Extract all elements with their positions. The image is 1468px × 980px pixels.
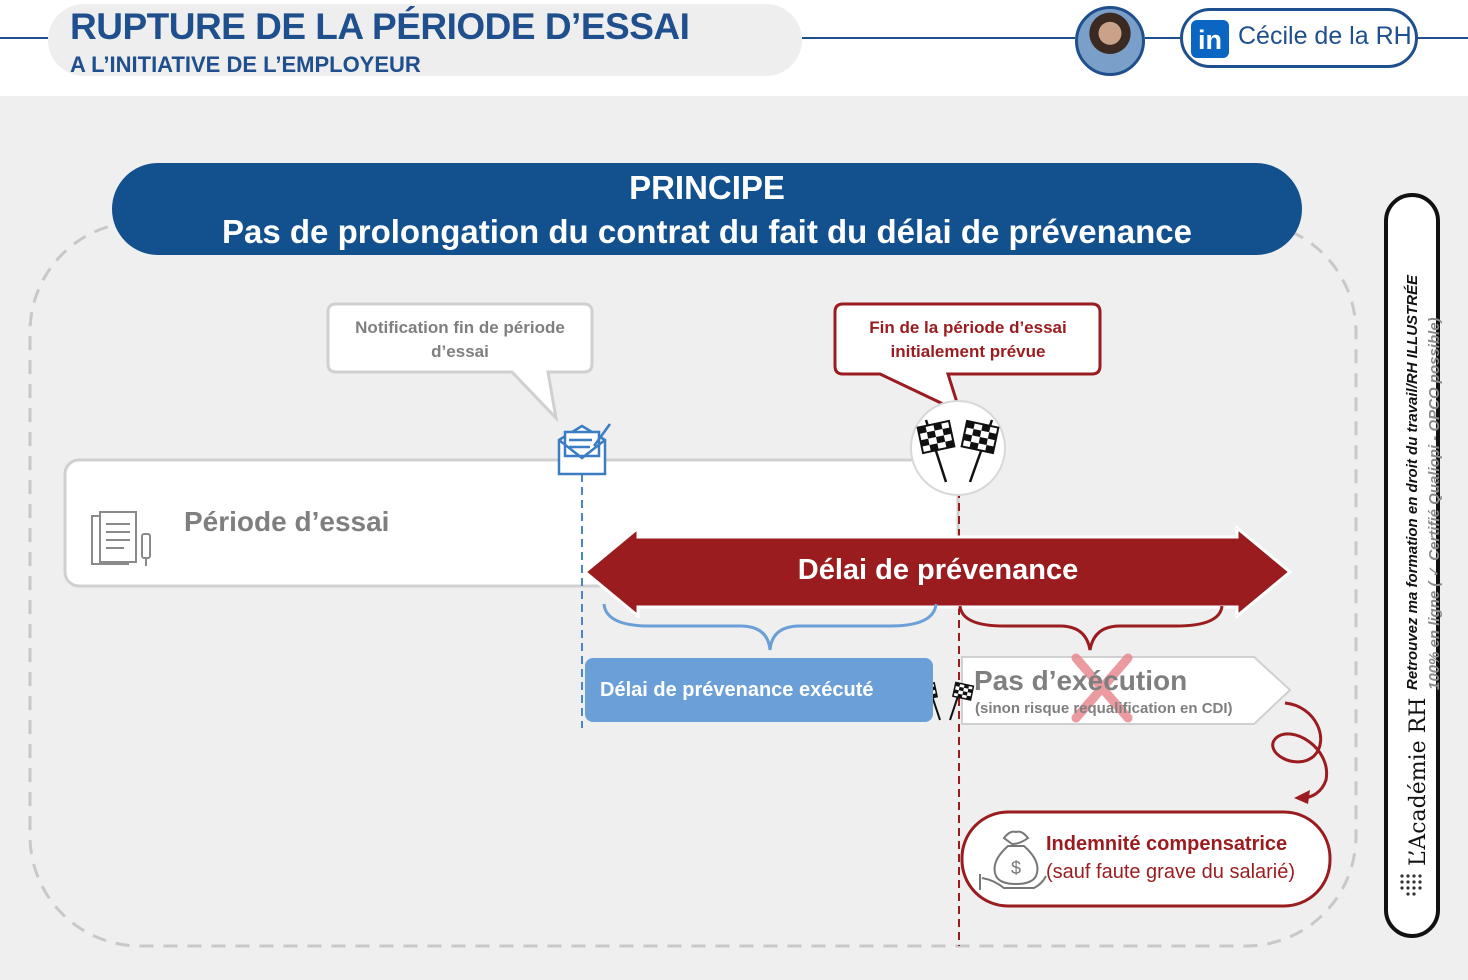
brand-dots-icon <box>1398 872 1426 900</box>
training-promo-line1: Retrouvez ma formation en droit du travail/RH ILLUSTRÉE <box>1404 274 1421 690</box>
checkered-flags-icon <box>911 401 1005 495</box>
not-executed-brace <box>960 606 1222 650</box>
notice-executed-label: Délai de prévenance exécuté <box>600 679 874 701</box>
page-title: RUPTURE DE LA PÉRIODE D’ESSAI <box>70 6 690 47</box>
page-subtitle: A L’INITIATIVE DE L’EMPLOYEUR <box>70 52 421 77</box>
brand-name: L’Académie RH <box>1406 697 1431 866</box>
svg-text:$: $ <box>1010 858 1022 878</box>
principle-statement: Pas de prolongation du contrat du fait du délai de prévenance <box>222 213 1192 250</box>
notice-period-label: Délai de prévenance <box>797 554 1079 586</box>
linkedin-icon: in <box>1191 20 1229 58</box>
loop-arrow <box>1273 703 1327 798</box>
compensation-title: Indemnité compensatrice <box>1046 833 1288 855</box>
notification-callout-text: Notification fin de période d’essai <box>355 318 565 361</box>
training-promo-line2: 100% en ligne ( ✓ Certifié Qualiopi - OPCO possible) <box>1426 317 1443 690</box>
trial-period-label: Période d’essai <box>184 506 390 537</box>
compensation-note: (sauf faute grave du salarié) <box>1046 861 1296 883</box>
principle-banner <box>112 163 1302 255</box>
end-trial-callout-text: Fin de la période d’essai initialement prévue <box>869 318 1067 361</box>
loop-arrow-head <box>1294 790 1310 804</box>
executed-brace <box>604 604 936 650</box>
author-name: Cécile de la RH <box>1238 22 1412 50</box>
principle-heading: PRINCIPE <box>629 169 785 206</box>
no-execution-note: (sinon risque requalification en CDI) <box>975 700 1233 717</box>
no-execution-title: Pas d’exécution <box>974 665 1188 696</box>
envelope-icon <box>559 424 610 474</box>
